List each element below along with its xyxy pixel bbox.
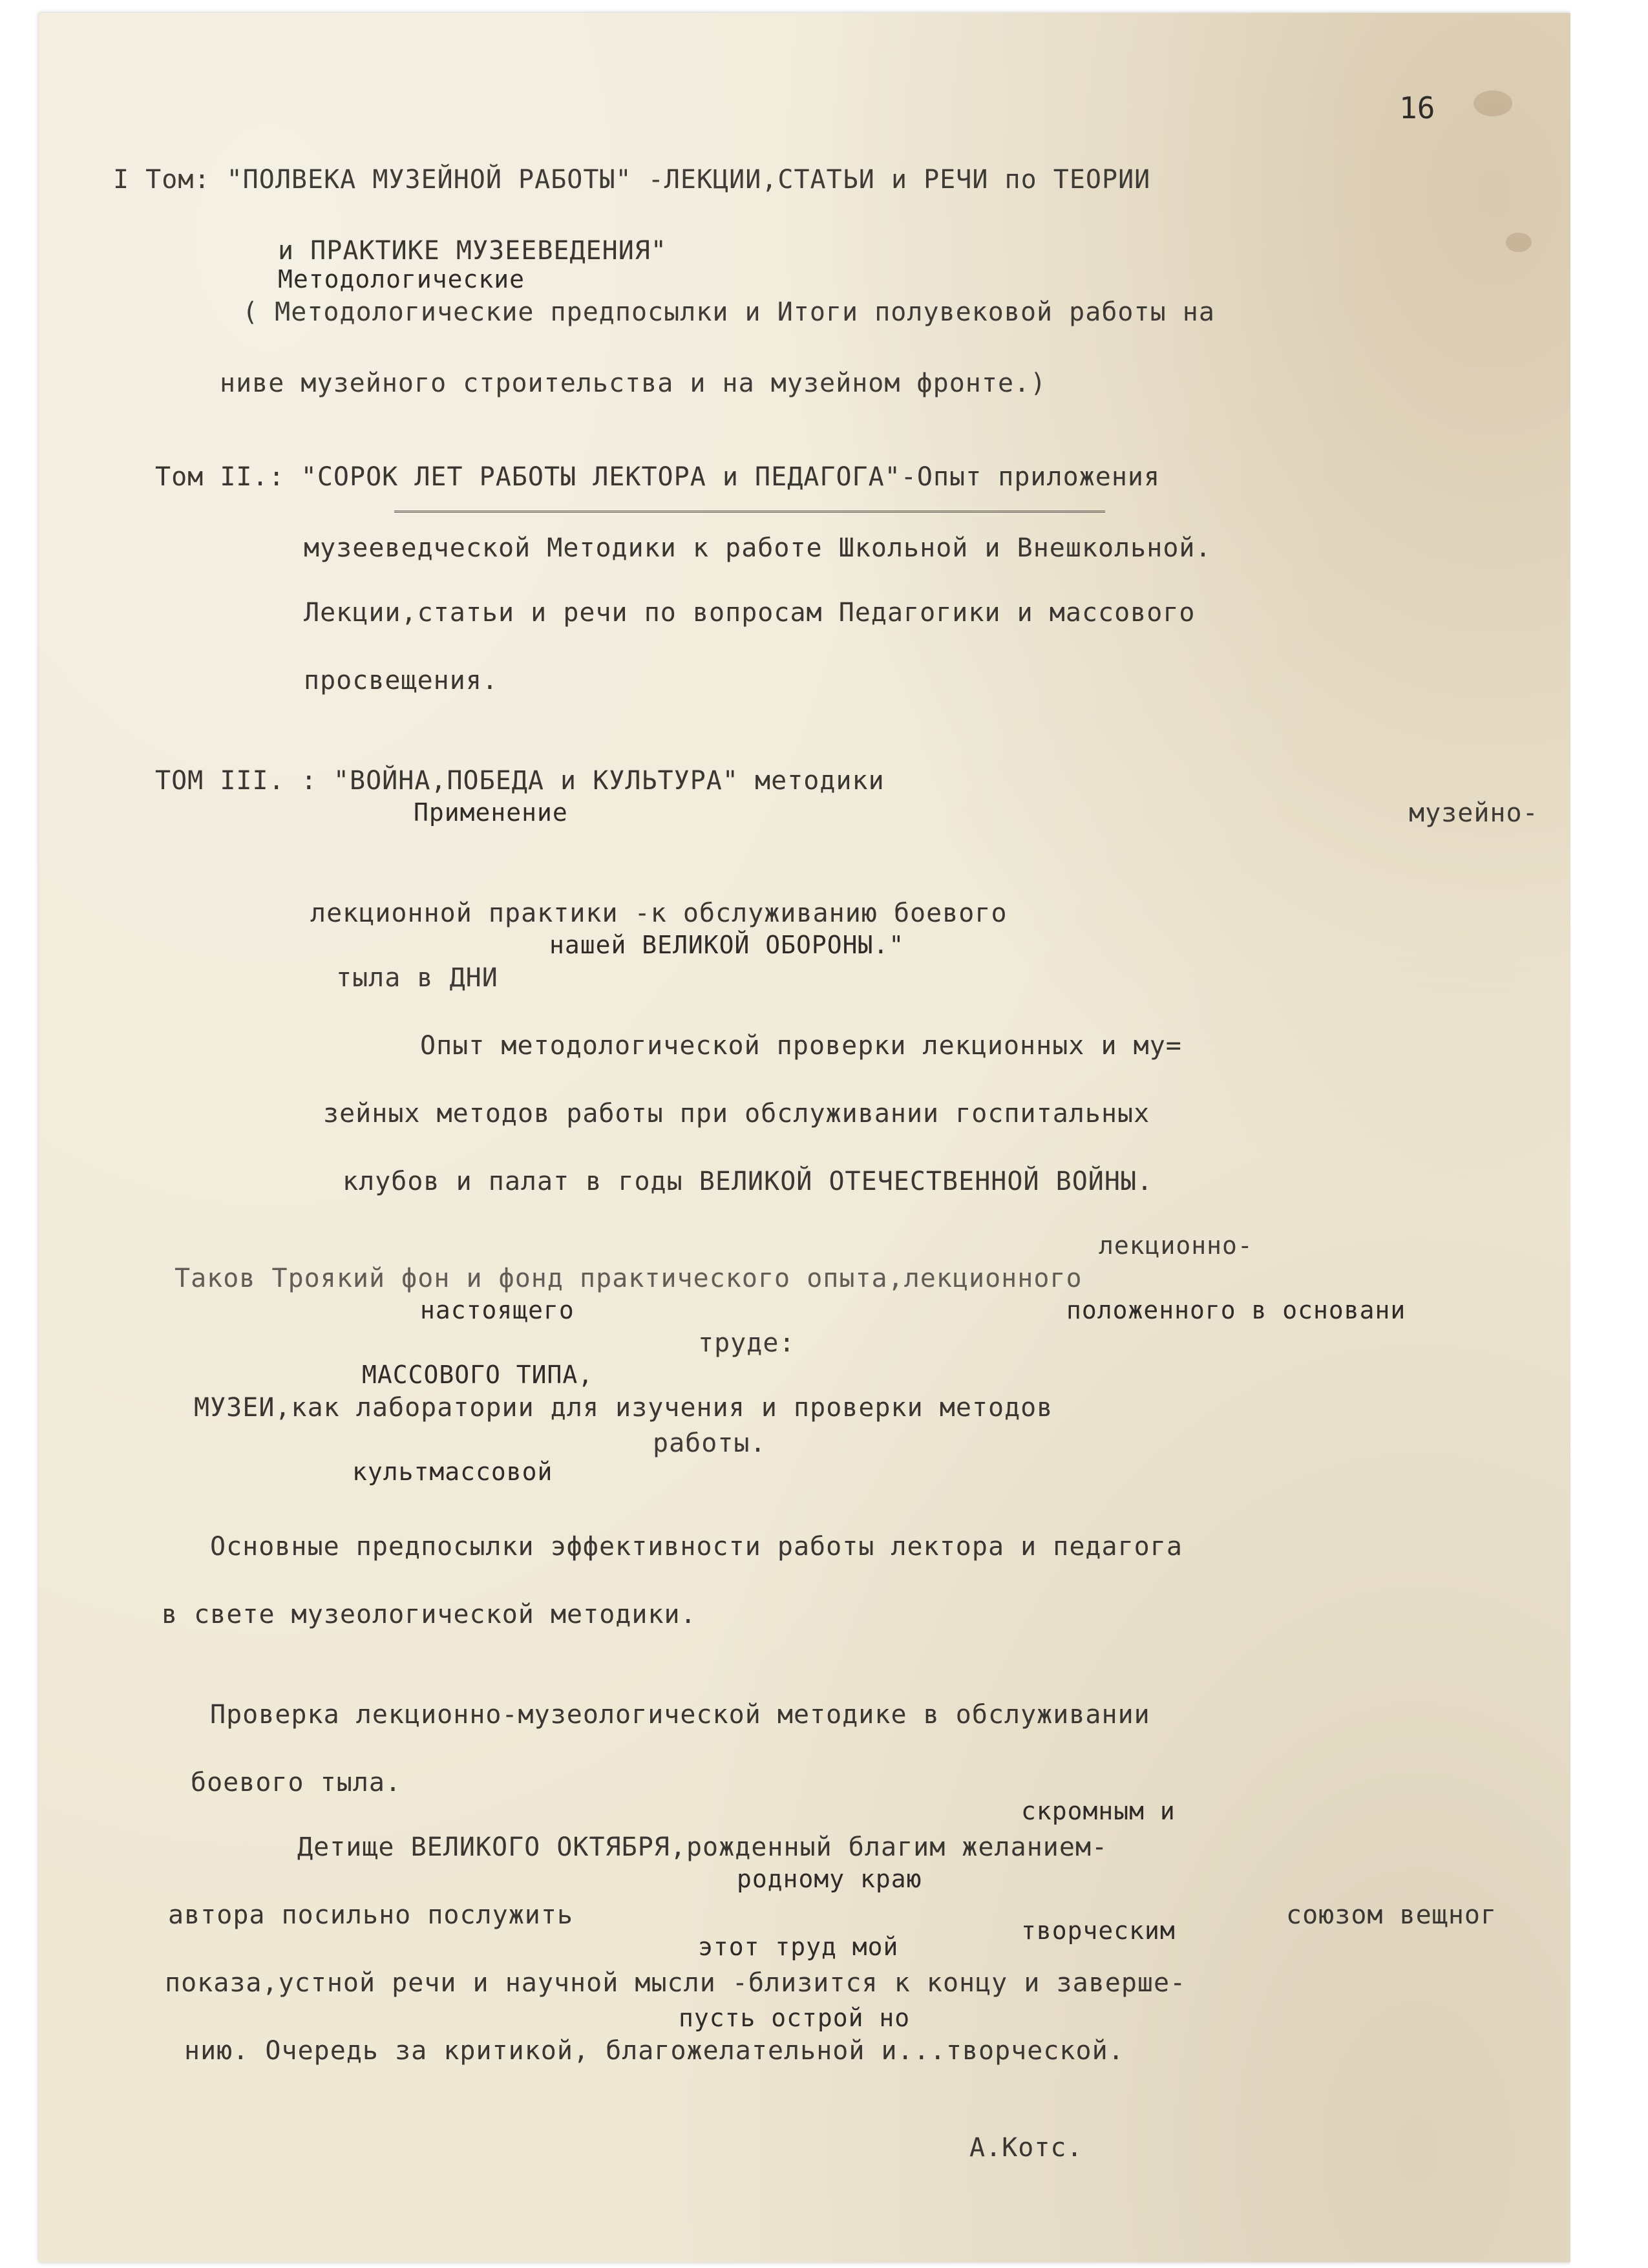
final-line3: показа,устной речи и научной мысли -близится к концу и заверше- xyxy=(165,1968,1187,1998)
vol2-line1: Том II.: "СОРОК ЛЕТ РАБОТЫ ЛЕКТОРА и ПЕДАГОГА"-Опыт приложения xyxy=(155,462,1161,492)
vol3-line6: зейных методов работы при обслуживании госпитальных xyxy=(323,1099,1150,1129)
vol1-line2: и ПРАКТИКЕ МУЗЕЕВЕДЕНИЯ" xyxy=(278,236,667,266)
vol1-line4: ниве музейного строительства и на музейном фронте.) xyxy=(220,368,1047,398)
final-line1: Детище ВЕЛИКОГО ОКТЯБРЯ,рожденный благим желанием- xyxy=(297,1832,1108,1862)
vol3-insert-2: нашей ВЕЛИКОЙ ОБОРОНЫ." xyxy=(549,931,905,959)
vol3-line2-end: музейно- xyxy=(1409,798,1539,828)
final-insert-4: этот труд мой xyxy=(698,1933,899,1961)
page-number: 16 xyxy=(1399,90,1435,125)
check-line1: Проверка лекционно-музеологической методике в обслуживании xyxy=(210,1700,1150,1730)
vol1-insert: Методологические xyxy=(278,265,525,293)
final-insert-5: пусть острой но xyxy=(679,2004,911,2032)
vol2-line2: музееведческой Методики к работе Школьной и Внешкольной. xyxy=(304,533,1212,563)
summary-insert-3: положенного в основани xyxy=(1066,1296,1406,1324)
summary-insert-1: лекционно- xyxy=(1099,1231,1253,1260)
summary-line2: труде: xyxy=(698,1328,796,1358)
summary-line4: работы. xyxy=(653,1428,766,1458)
title-underline xyxy=(394,511,1105,516)
summary-insert-5: культмассовой xyxy=(352,1457,553,1486)
final-line4: нию. Очередь за критикой, благожелательной и...творческой. xyxy=(184,2036,1125,2066)
premises-line1: Основные предпосылки эффективности работы лектора и педагога xyxy=(210,1532,1183,1562)
vol3-line1: ТОМ III. : "ВОЙНА,ПОБЕДА и КУЛЬТУРА" методики xyxy=(155,766,885,796)
final-insert-2: родному краю xyxy=(737,1865,922,1893)
vol1-line3: ( Методологические предпосылки и Итоги полувековой работы на xyxy=(242,297,1215,327)
check-line2: боевого тыла. xyxy=(191,1768,402,1797)
vol1-line1: I Том: "ПОЛВЕКА МУЗЕЙНОЙ РАБОТЫ" -ЛЕКЦИИ,СТАТЬИ и РЕЧИ по ТЕОРИИ xyxy=(113,165,1151,195)
summary-insert-2: настоящего xyxy=(420,1296,575,1324)
signature: А.Котс. xyxy=(969,2133,1083,2163)
final-line2-end: союзом вещног xyxy=(1286,1900,1497,1930)
vol2-line4: просвещения. xyxy=(304,666,498,695)
summary-insert-4: МАССОВОГО ТИПА, xyxy=(362,1361,594,1389)
scan-border xyxy=(1570,0,1648,2268)
vol3-line5: Опыт методологической проверки лекционных и му= xyxy=(420,1031,1182,1061)
vol3-line7: клубов и палат в годы ВЕЛИКОЙ ОТЕЧЕСТВЕННОЙ ВОЙНЫ. xyxy=(343,1167,1154,1196)
final-insert-3: творческим xyxy=(1021,1916,1176,1945)
stain xyxy=(1474,90,1512,116)
summary-line3: МУЗЕИ,как лаборатории для изучения и проверки методов xyxy=(194,1393,1053,1423)
final-line2: автора посильно послужить xyxy=(168,1900,574,1930)
stain xyxy=(1506,233,1532,252)
vol2-line3: Лекции,статьи и речи по вопросам Педагогики и массового xyxy=(304,598,1196,628)
premises-line2: в свете музеологической методики. xyxy=(162,1600,697,1629)
summary-line1: Таков Троякий фон и фонд практического опыта,лекционного xyxy=(174,1264,1083,1293)
vol3-insert: Применение xyxy=(414,798,568,827)
vol3-line3: лекционной практики -к обслуживанию боевого xyxy=(310,898,1008,928)
final-insert-1: скромным и xyxy=(1021,1797,1176,1825)
vol3-line4: тыла в ДНИ xyxy=(336,963,498,993)
